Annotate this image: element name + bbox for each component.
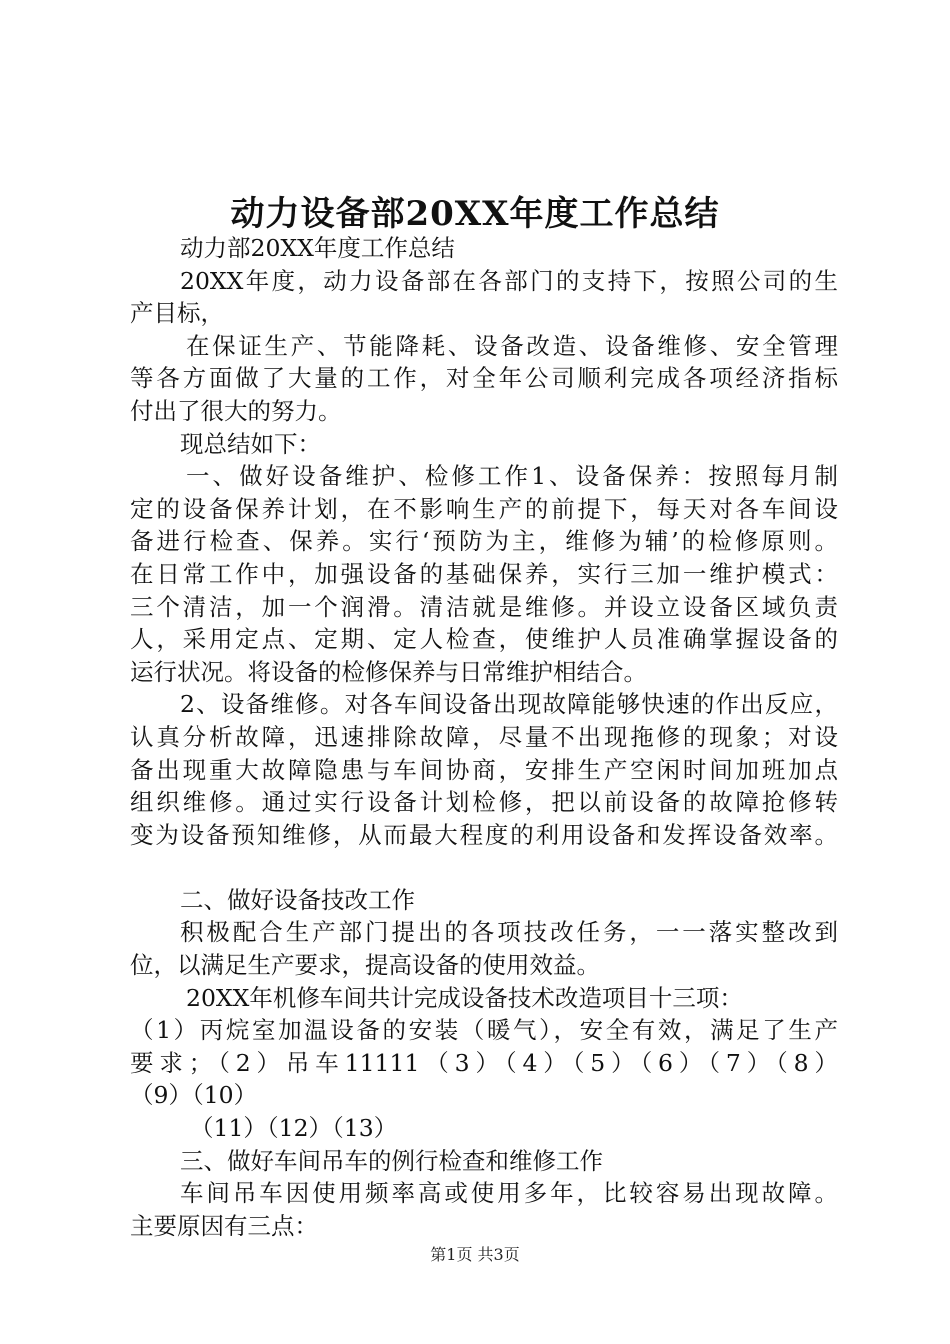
text-line: 20XX年度，动力设备部在各部门的支持下，按照公司的生 <box>180 266 838 295</box>
blank-line <box>130 851 838 884</box>
text-line: 现总结如下： <box>180 429 321 458</box>
text-line: （1）丙烷室加温设备的安装（暖气），安全有效，满足了生产 <box>130 1016 838 1045</box>
text-line: 动力部20XX年度工作总结 <box>180 234 455 262</box>
text-line: 积极配合生产部门提出的各项技改任务，一一落实整改到 <box>180 918 838 947</box>
text-line: （9）（10） <box>130 1081 258 1110</box>
text-line: 认真分析故障，迅速排除故障，尽量不出现拖修的现象；对设 <box>130 722 838 751</box>
page-footer: 第1页 共3页 <box>430 1245 520 1264</box>
text-line: 人，采用定点、定期、定人检查，使维护人员准确掌握设备的 <box>130 625 838 654</box>
text-line: 产目标， <box>130 299 224 328</box>
text-line: 三个清洁，加一个润滑。清洁就是维修。并设立设备区域负责 <box>130 592 838 621</box>
section-heading: 三、做好车间吊车的例行检查和维修工作 <box>180 1146 603 1175</box>
text-line: 变为设备预知维修，从而最大程度的利用设备和发挥设备效率。 <box>130 820 838 849</box>
text-line: 一、做好设备维护、检修工作1、设备保养：按照每月制 <box>186 462 838 491</box>
section-heading: 二、做好设备技改工作 <box>180 885 415 914</box>
text-line: （11）（12）（13） <box>190 1114 398 1143</box>
document-title: 动力设备部20XX年度工作总结 <box>230 194 720 234</box>
text-line: 车间吊车因使用频率高或使用多年，比较容易出现故障。 <box>180 1179 838 1208</box>
text-line: 付出了很大的努力。 <box>130 396 342 425</box>
text-line: 20XX年机修车间共计完成设备技术改造项目十三项： <box>186 983 743 1012</box>
text-line: 2、设备维修。对各车间设备出现故障能够快速的作出反应， <box>180 690 838 719</box>
text-line: 等各方面做了大量的工作，对全年公司顺利完成各项经济指标 <box>130 364 838 393</box>
text-line: 要求；（2）吊车11111（3）（4）（5）（6）（7）（8） <box>130 1048 838 1077</box>
text-line: 位，以满足生产要求，提高设备的使用效益。 <box>130 951 600 980</box>
text-line: 备出现重大故障隐患与车间协商，安排生产空闲时间加班加点 <box>130 755 838 784</box>
document-body <box>130 232 838 1242</box>
text-line: 定的设备保养计划，在不影响生产的前提下，每天对各车间设 <box>130 494 838 523</box>
text-line: 在保证生产、节能降耗、设备改造、设备维修、安全管理 <box>186 331 838 360</box>
text-line: 备进行检查、保养。实行‘预防为主，维修为辅’的检修原则。 <box>130 527 838 556</box>
text-line: 组织维修。通过实行设备计划检修，把以前设备的故障抢修转 <box>130 788 838 817</box>
text-line: 在日常工作中，加强设备的基础保养，实行三加一维护模式： <box>130 559 838 588</box>
text-line: 主要原因有三点： <box>130 1211 318 1240</box>
text-line: 运行状况。将设备的检修保养与日常维护相结合。 <box>130 657 647 686</box>
